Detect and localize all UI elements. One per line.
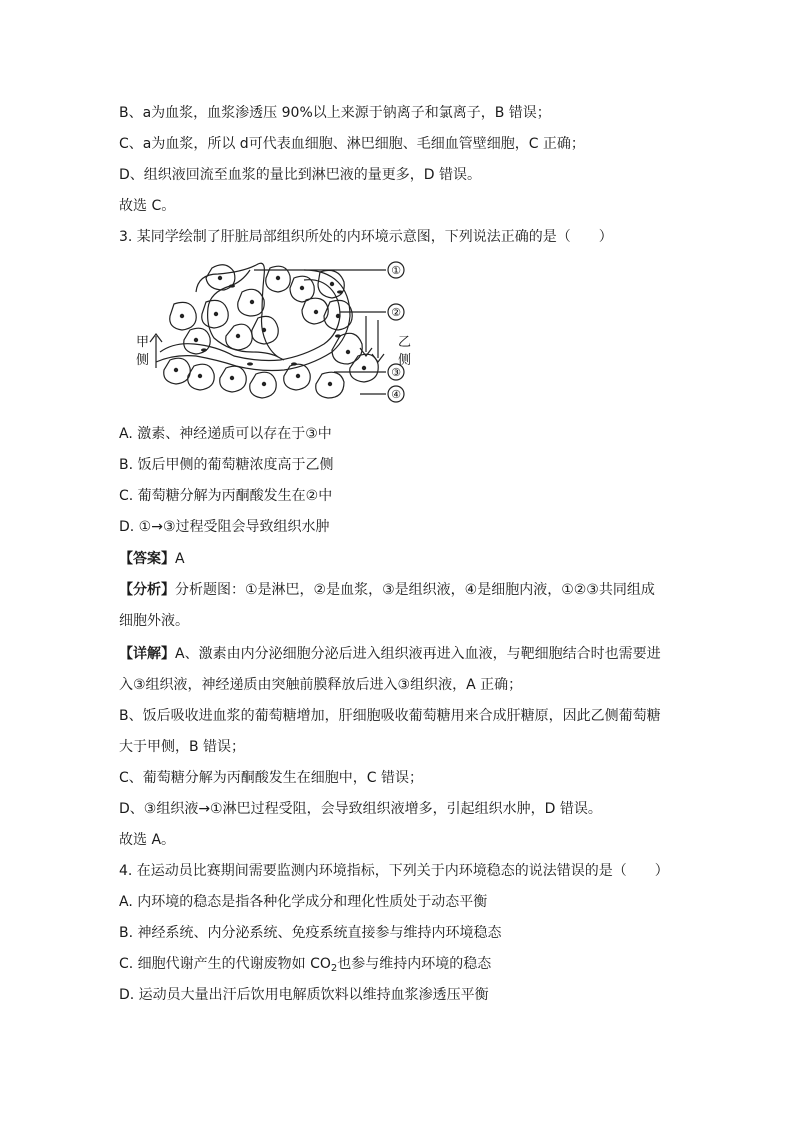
q3-option-c: C. 葡萄糖分解为丙酮酸发生在②中 [119, 488, 333, 504]
blood-capillary [156, 270, 350, 371]
analysis-label: 【分析】 [119, 582, 175, 598]
q4-option-c [119, 954, 491, 979]
right-label-2: 侧 [398, 353, 412, 368]
answer-label: 【答案】 [119, 551, 175, 567]
prev-option-b: B、a为血浆，血浆渗透压 90%以上来源于钠离子和氯离子，B 错误； [119, 105, 551, 121]
q4-stem: 4. 在运动员比赛期间需要监测内环境指标，下列关于内环境稳态的说法错误的是（ ） [119, 863, 669, 879]
tissue-cell [332, 333, 362, 364]
prev-answer: 故选 C。 [119, 198, 176, 214]
marker-2: ② [391, 306, 401, 319]
blood-capillary [160, 280, 340, 361]
liver-tissue-diagram [134, 256, 414, 416]
marker-3: ③ [391, 366, 401, 379]
q4-option-d: D. 运动员大量出汗后饮用电解质饮料以维持血浆渗透压平衡 [119, 987, 489, 1003]
q3-option-b: B. 饭后甲侧的葡萄糖浓度高于乙侧 [119, 457, 334, 473]
q3-detail-line-5: C、葡萄糖分解为丙酮酸发生在细胞中，C 错误； [119, 770, 423, 786]
detail-label: 【详解】 [119, 646, 175, 662]
q3-final-answer: 故选 A。 [119, 832, 176, 848]
prev-option-c: C、a为血浆，所以 d可代表血细胞、淋巴细胞、毛细血管壁细胞，C 正确； [119, 136, 585, 152]
q3-answer [119, 549, 185, 569]
q3-detail-line-4: 大于甲侧，B 错误； [119, 739, 246, 755]
q3-analysis-line-2: 细胞外液。 [119, 613, 189, 629]
q3-option-d: D. ①→③过程受阻会导致组织水肿 [119, 519, 330, 535]
q3-detail-line-3: B、饭后吸收进血浆的葡萄糖增加，肝细胞吸收葡萄糖用来合成肝糖原，因此乙侧葡萄糖 [119, 708, 661, 724]
answer-value: A [175, 551, 185, 567]
q3-detail-line-2: 入③组织液，神经递质由突触前膜释放后进入③组织液，A 正确； [119, 677, 523, 693]
q4-option-b: B. 神经系统、内分泌系统、免疫系统直接参与维持内环境稳态 [119, 925, 502, 941]
q3-option-a: A. 激素、神经递质可以存在于③中 [119, 426, 332, 442]
left-label-1: 甲 [136, 335, 150, 350]
q3-detail-line-6: D、③组织液→①淋巴过程受阻，会导致组织液增多，引起组织水肿，D 错误。 [119, 801, 602, 817]
q3-analysis-line-1 [119, 580, 655, 600]
q4-option-a: A. 内环境的稳态是指各种化学成分和理化性质处于动态平衡 [119, 894, 488, 910]
q3-stem: 3. 某同学绘制了肝脏局部组织所处的内环境示意图，下列说法正确的是（ ） [119, 229, 613, 245]
left-label-2: 侧 [136, 353, 150, 368]
detail-text: A、激素由内分泌细胞分泌后进入组织液再进入血液，与靶细胞结合时也需要进 [175, 646, 661, 662]
marker-4: ④ [391, 388, 401, 401]
q4-option-c-rest: 也参与维持内环境的稳态 [337, 956, 492, 972]
co2-subscript: 2 [330, 963, 338, 974]
q3-detail-line-1 [119, 644, 661, 664]
prev-option-d: D、组织液回流至血浆的量比到淋巴液的量更多，D 错误。 [119, 167, 482, 183]
analysis-text: 分析题图：①是淋巴，②是血浆，③是组织液，④是细胞内液，①②③共同组成 [175, 582, 655, 598]
right-label-1: 乙 [398, 335, 412, 350]
q4-option-c-text: C. 细胞代谢产生的代谢废物如 CO [119, 956, 331, 972]
marker-1: ① [391, 264, 401, 277]
